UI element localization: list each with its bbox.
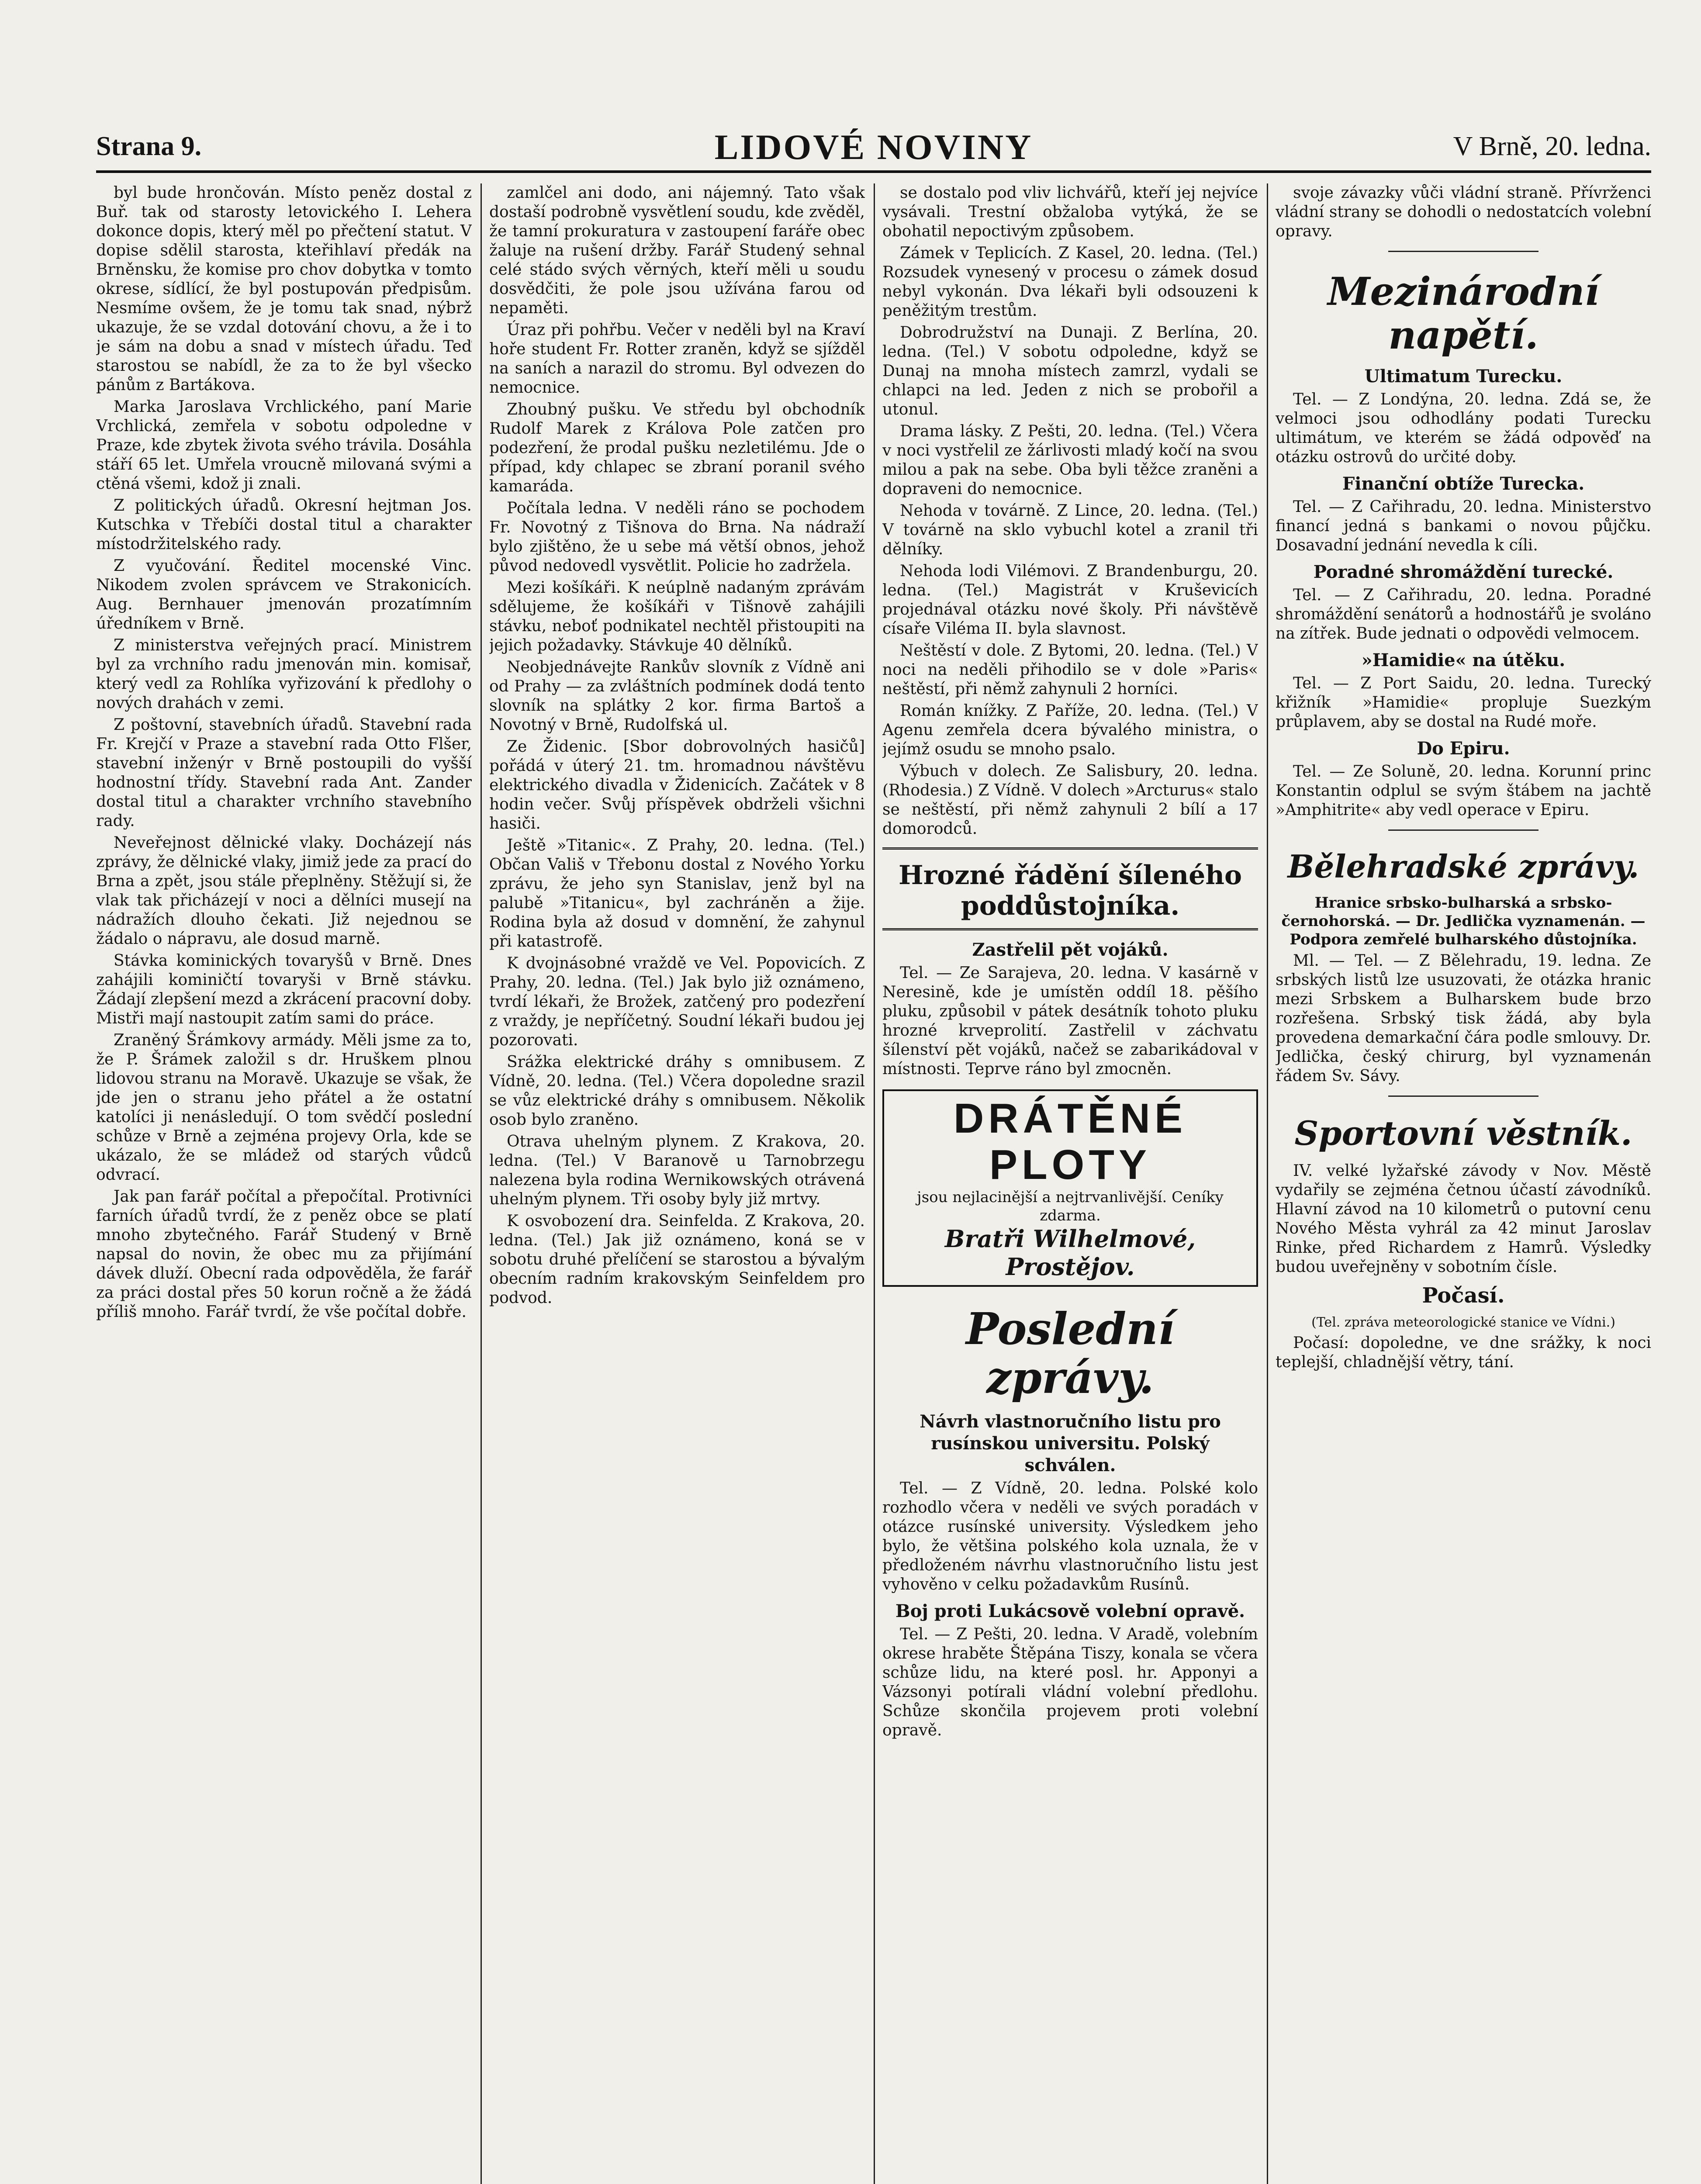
article-paragraph: Zámek v Teplicích. Z Kasel, 20. ledna. (Tel.) Rozsudek vynesený v procesu o zámek dosud nebyl vykonán. Dva lékaři byli odsouzeni k peněžitým trestům. [882, 244, 1258, 320]
article-paragraph: Ze Židenic. [Sbor dobrovolných hasičů] pořádá v úterý 21. tm. hromadnou návštěvu elektrického divadla v Židenicích. Začátek v 8 hodin večer. Svůj příspěvek obdrželi všichni hasiči. [489, 738, 865, 833]
issue-date: V Brně, 20. ledna. [1453, 131, 1651, 161]
article-paragraph: Z vyučování. Ředitel mocenské Vinc. Nikodem zvolen správcem ve Strakonicích. Aug. Bernhauer jmenován prozatímním úředníkem v Brně. [96, 557, 472, 632]
advertisement [882, 1089, 1258, 1287]
column-divider [481, 183, 482, 2184]
subheadline: Ultimatum Turecku. [1364, 366, 1563, 387]
article-paragraph: Ml. — Tel. — Z Bělehradu, 19. ledna. Ze srbských listů lze usuzovati, že otázka hranic mezi Srbskem a Bulharskem bude brzo rozřešena. Srbský tisk žádá, aby byla provedena demarkační čára podle smlouvy. Dr. Jedlička, český chirurg, byl vyznamenán řádem Sv. Sávy. [1276, 952, 1651, 1085]
headline: Počasí. [1422, 1283, 1505, 1308]
column-4 [1276, 183, 1651, 2184]
ad-title: DRÁTĚNÉ PLOTY [953, 1095, 1187, 1188]
article-paragraph: Neobjednávejte Rankův slovník z Vídně ani od Prahy — za zvláštních podmínek dodá tento slovník na splátky 2 kor. firma Bartoš a Novotný v Brně, Rudolfská ul. [489, 658, 865, 734]
article-paragraph: Neveřejnost dělnické vlaky. Docházejí nás zprávy, že dělnické vlaky, jimiž jede za prací do Brna a zpět, jsou stále přeplněny. Stěžují si, že vlak tak přicházejí v noci a dělníci musejí na nádražích dlouho čekati. Již nejednou se žádalo o nápravu, ale dosud marně. [96, 834, 472, 948]
masthead [96, 127, 1651, 173]
headline: Hrozné řádění šíleného poddůstojníka. [899, 860, 1242, 921]
article-paragraph: IV. velké lyžařské závody v Nov. Městě vydařily se zejména četnou účastí závodníků. Hlavní závod na 10 kilometrů o putovní cenu Nového Města vyhrál za 42 minut Jaroslav Rinke, před Richardem z Hamrů. Výsledky budou uveřejněny v sobotním čísle. [1276, 1162, 1651, 1276]
article-paragraph: Úraz při pohřbu. Večer v neděli byl na Kraví hoře student Fr. Rotter zraněn, když se sjížděl na saních a narazil do stromu. Byl odvezen do nemocnice. [489, 321, 865, 397]
article-paragraph: Drama lásky. Z Pešti, 20. ledna. (Tel.) Včera v noci vystřelil ze žárlivosti mladý kočí na svou milou a pak na sebe. Oba byli těžce zraněni a dopraveni do nemocnice. [882, 422, 1258, 498]
article-paragraph: Srážka elektrické dráhy s omnibusem. Z Vídně, 20. ledna. (Tel.) Včera dopoledne srazil se vůz elektrické dráhy s omnibusem. Několik osob bylo zraněno. [489, 1053, 865, 1129]
section-headline: Bělehradské zprávy. [1287, 848, 1639, 885]
article-paragraph: Otrava uhelným plynem. Z Krakova, 20. ledna. (Tel.) V Baranově u Tarnobrzegu nalezena byla rodina Wernikowských otrávená uhelným plynem. Tři osoby byly již mrtvy. [489, 1133, 865, 1208]
ad-firm: Bratři Wilhelmové, Prostějov. [944, 1225, 1196, 1281]
subheadline: Hranice srbsko-bulharská a srbsko-černohorská. — Dr. Jedlička vyznamenán. — Podpora zemřelé bulharského důstojníka. [1281, 894, 1646, 948]
headline: Boj proti Lukácsově volební opravě. [895, 1601, 1245, 1621]
article-paragraph: Tel. — Ze Soluně, 20. ledna. Korunní princ Konstantin odplul se svým štábem na jachtě »Amphitrite« aby vedl operace v Epiru. [1276, 763, 1651, 819]
column-3 [882, 183, 1258, 2184]
article-paragraph: K dvojnásobné vraždě ve Vel. Popovicích. Z Prahy, 20. ledna. (Tel.) Jak bylo již oznámeno, tvrdí lékaři, že Brožek, zatčený pro podezření z vraždy, je nepříčetný. Soudní lékaři budou jej pozorovati. [489, 954, 865, 1049]
article-paragraph: Počítala ledna. V neděli ráno se pochodem Fr. Novotný z Tišnova do Brna. Na nádraží bylo zjištěno, že u sebe má větší obnos, jehož původ nedovedl vysvětlit. Policie ho zadržela. [489, 499, 865, 575]
column-divider [874, 183, 875, 2184]
article-paragraph: Tel. — Z Vídně, 20. ledna. Polské kolo rozhodlo včera v neděli ve svých poradách v otázce rusínské university. Výsledkem jeho bylo, že většina polského kola uznala, že v předloženém návrhu vlastnoručního listu jest vyhověno v celku požadavkům Rusínů. [882, 1479, 1258, 1593]
headline: Poradné shromáždění turecké. [1313, 562, 1614, 582]
article-paragraph: Z politických úřadů. Okresní hejtman Jos. Kutschka v Třebíči dostal titul a charakter místodržitelského rady. [96, 497, 472, 553]
article-paragraph: Zhoubný pušku. Ve středu byl obchodník Rudolf Marek z Králova Pole zatčen pro podezření, že prodal pušku nezletilému. Jde o případ, kdy chlapec se zbraní poranil svého kamaráda. [489, 401, 865, 495]
article-paragraph: Výbuch v dolech. Ze Salisbury, 20. ledna. (Rhodesia.) Z Vídně. V dolech »Arcturus« stalo se neštěstí, při němž zahynuli 2 bílí a 17 domorodců. [882, 762, 1258, 838]
article-paragraph: Tel. — Ze Sarajeva, 20. ledna. V kasárně v Neresině, kde je umístěn oddíl 18. pěšího pluku, způsobil v pátek desátník tohoto pluku hrozné krveprolití. Zastřelil v záchvatu šílenství pět vojáků, načež se zabarikádoval v místnosti. Teprve ráno byl zmocněn. [882, 964, 1258, 1078]
article-paragraph: Stávka kominických tovaryšů v Brně. Dnes zahájili kominičtí tovaryši v Brně stávku. Žádají zlepšení mezd a zkrácení pracovní doby. Mistři mají nastoupit zatím sami do práce. [96, 952, 472, 1027]
separator [1388, 829, 1539, 831]
article-paragraph: Ještě »Titanic«. Z Prahy, 20. ledna. (Tel.) Občan Vališ v Třebonu dostal z Nového Yorku zprávu, že jeho syn Stanislav, jenž byl na palubě »Titanicu«, byl zachráněn a žije. Rodina byla až dosud v domnění, že zahynul při katastrofě. [489, 836, 865, 950]
section-headline: Sportovní věstník. [1294, 1114, 1632, 1153]
headline: Návrh vlastnoručního listu pro rusínskou universitu. Polský schválen. [920, 1411, 1221, 1476]
headline: »Hamidie« na útěku. [1361, 650, 1566, 670]
article-paragraph: Román knížky. Z Paříže, 20. ledna. (Tel.) V Agenu zemřela dcera bývalého ministra, o jejímž osudu se mnoho psalo. [882, 702, 1258, 758]
article-paragraph: Z poštovní, stavebních úřadů. Stavební rada Fr. Krejčí v Praze a stavební rada Otto Flšer, stavební inženýr v Brně postoupili do vyšší hodnostní třídy. Stavební rada Ant. Zander dostal titul a charakter vrchního stavebního rady. [96, 716, 472, 830]
article-paragraph: svoje závazky vůči vládní straně. Přívrženci vládní strany se dohodli o nedostatcích volební opravy. [1276, 184, 1651, 240]
article-paragraph: Mezi košíkáři. K neúplně nadaným zprávám sdělujeme, že košíkáři v Tišnově zahájili stávku, neboť podnikatel nechtěl přistoupiti na jejich požadavky. Stávkuje 40 dělníků. [489, 579, 865, 654]
article-paragraph: Tel. — Z Pešti, 20. ledna. V Aradě, volebním okrese hraběte Štěpána Tiszy, konala se včera schůze lidu, na které posl. hr. Apponyi a Vázsonyi potírali vládní volební předlohu. Schůze skončila projevem proti volební opravě. [882, 1625, 1258, 1739]
column-1 [96, 183, 472, 2184]
article-paragraph: Jak pan farář počítal a přepočítal. Protivníci farních úřadů tvrdí, že z peněz obce se platí mnoho zbytečného. Farář Studený v Brně napsal do novin, že obec mu za přijímání dávek dluží. Obecní rada odpověděla, že farář za práci dostal přes 50 korun ročně a že žádá příliš mnoho. Farář tvrdí, že vše počítal dobře. [96, 1188, 472, 1321]
subheadline: (Tel. zpráva meteorologické stanice ve Vídni.) [1311, 1315, 1615, 1330]
column-divider [1267, 183, 1268, 2184]
newspaper-title: LIDOVÉ NOVINY [714, 127, 1033, 167]
article-paragraph: Tel. — Z Cařihradu, 20. ledna. Ministerstvo financí jedná s bankami o novou půjčku. Dosavadní jednání nevedla k cíli. [1276, 498, 1651, 554]
headline: Finanční obtíže Turecka. [1342, 473, 1585, 494]
article-paragraph: se dostalo pod vliv lichvářů, kteří jej nejvíce vysávali. Trestní obžaloba vytýká, že se obohatil nepoctivým způsobem. [882, 184, 1258, 240]
article-paragraph: Tel. — Z Port Saidu, 20. ledna. Turecký křižník »Hamidie« propluje Suezkým průplavem, aby se dostal na Rudé moře. [1276, 674, 1651, 731]
article-paragraph: Zraněný Šrámkovy armády. Měli jsme za to, že P. Šrámek založil s dr. Hruškem plnou lidovou stranu na Moravě. Ukazuje se však, že jde jen o stranu jeho přátel a že ostatní katolíci ji nenásledují. O tom svědčí poslední schůze v Brně a zejména projevy Orla, kde se ukázalo, že se mládež od starých vůdců odvrací. [96, 1031, 472, 1184]
section-headline: Mezinárodní napětí. [1328, 269, 1599, 358]
separator [1388, 1095, 1539, 1097]
article-paragraph: Tel. — Z Londýna, 20. ledna. Zdá se, že velmoci jsou odhodlány podati Turecku ultimátum, ve kterém se žádá odpověď na otázku ostrovů do určité doby. [1276, 390, 1651, 466]
ad-text: jsou nejlacinější a nejtrvanlivější. Ceníky zdarma. [917, 1189, 1224, 1224]
article-paragraph: Nehoda lodi Vilémovi. Z Brandenburgu, 20. ledna. (Tel.) Magistrát v Kruševicích projednával otázku nové školy. Při návštěvě císaře Viléma II. byla slavnost. [882, 562, 1258, 638]
article-paragraph: Z ministerstva veřejných prací. Ministrem byl za vrchního radu jmenován min. komisař, který vedl za Rohlíka vyřizování k předlohy o nových drahách v zemi. [96, 636, 472, 712]
article-paragraph: K osvobození dra. Seinfelda. Z Krakova, 20. ledna. (Tel.) Jak již oznámeno, koná se v sobotu druhé přelíčení se starostou a bývalým obecním radním krakovským Seinfeldem pro podvod. [489, 1212, 865, 1307]
article-paragraph: Tel. — Z Cařihradu, 20. ledna. Poradné shromáždění senátorů a hodnostářů je svoláno na zítřek. Bude jednati o odpovědi velmocem. [1276, 586, 1651, 643]
subheadline: Zastřelil pět vojáků. [972, 940, 1169, 960]
headline: Do Epiru. [1417, 738, 1510, 759]
article-paragraph: Neštěstí v dole. Z Bytomi, 20. ledna. (Tel.) V noci na neděli přihodilo se v dole »Paris« neštěstí, při němž zahynuli 2 horníci. [882, 642, 1258, 698]
column-2 [489, 183, 865, 2184]
section-headline: Poslední zprávy. [966, 1303, 1175, 1403]
article-paragraph: Marka Jaroslava Vrchlického, paní Marie Vrchlická, zemřela v sobotu odpoledne v Praze, kde zbytek života svého trávila. Dosáhla stáří 65 let. Umřela vroucně milovaná svými a ctěná všemi, kdož ji znali. [96, 398, 472, 493]
article-paragraph: zamlčel ani dodo, ani nájemný. Tato však dostaší podrobně vysvětlení soudu, kde zvěděl, že tamní prokuratura v zastoupení faráře obec žaluje na rušení držby. Farář Studený sehnal celé stádo svých věrných, kteří měli u soudu dosvědčiti, že pole jsou užívána farou od nepaměti. [489, 184, 865, 317]
page-number: Strana 9. [96, 131, 202, 161]
article-paragraph: Počasí: dopoledne, ve dne srážky, k noci teplejší, chladnější větry, tání. [1276, 1334, 1651, 1371]
headline-box [882, 847, 1258, 930]
separator [1388, 251, 1539, 252]
article-paragraph: Nehoda v továrně. Z Lince, 20. ledna. (Tel.) V továrně na sklo vybuchl kotel a zranil tři dělníky. [882, 502, 1258, 558]
article-paragraph: byl bude hrončován. Místo peněz dostal z Buř. tak od starosty letovického I. Lehera dokonce dopis, který měl po přečtení statut. V dopise sdělil starosta, kteřihlaví předák na Brněnsku, že komise pro chov dobytka v tomto okrese, sídlící, že byl postupován předpisům. Nesmíme ovšem, že je tomu tak snad, nýbrž ukazuje, že se vzdal dotování chovu, a že i to je sám na dobu a snad v místech úřadu. Teď starostou se nabídl, že za to že byl všecko pánům z Bartákova. [96, 184, 472, 394]
article-paragraph: Dobrodružství na Dunaji. Z Berlína, 20. ledna. (Tel.) V sobotu odpoledne, když se Dunaj na mnoha místech zamrzl, vydali se chlapci na led. Jeden z nich se probořil a utonul. [882, 324, 1258, 418]
